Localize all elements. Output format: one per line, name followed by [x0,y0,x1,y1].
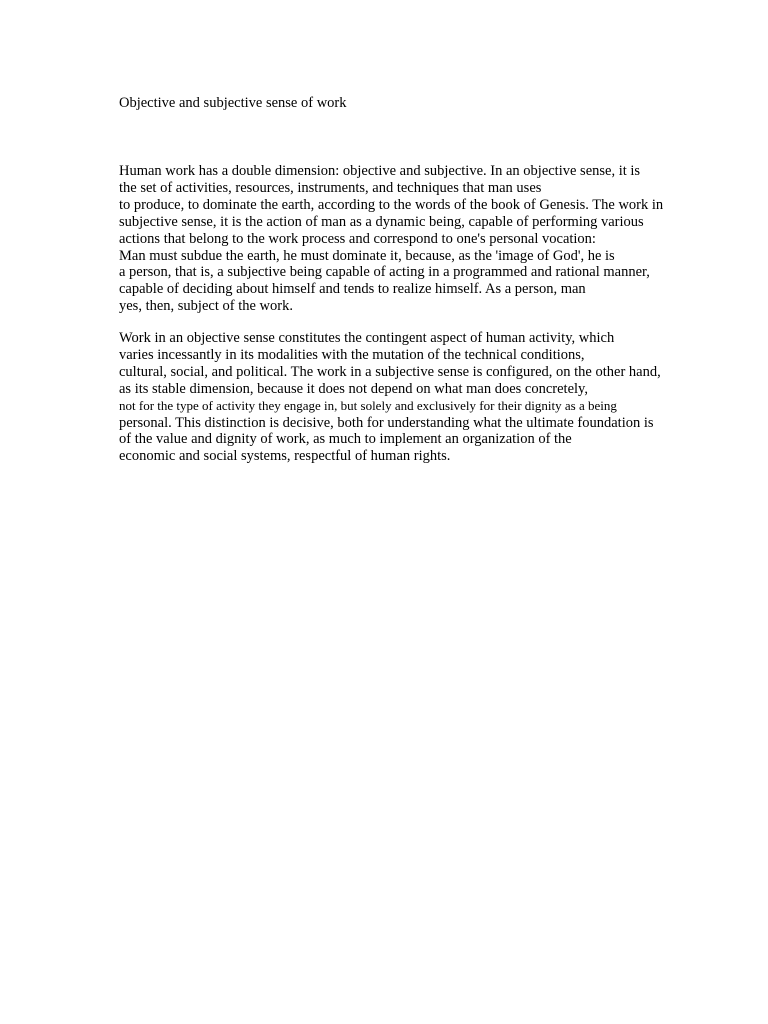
paragraph-line: the set of activities, resources, instruments, and techniques that man uses [119,179,542,196]
paragraph-line: yes, then, subject of the work. [119,298,293,315]
paragraph-line: capable of deciding about himself and tends to realize himself. As a person, man [119,281,586,298]
paragraph-line: not for the type of activity they engage in, but solely and exclusively for their dignity as a being [119,397,617,413]
paragraph-line: as its stable dimension, because it does not depend on what man does concretely, [119,380,588,397]
paragraph-1 [119,163,719,315]
paragraph-line: varies incessantly in its modalities with the mutation of the technical conditions, [119,346,585,363]
document-title: Objective and subjective sense of work [119,95,347,111]
paragraph-2 [119,330,719,465]
paragraph-line: cultural, social, and political. The work in a subjective sense is configured, on the other hand, [119,363,661,380]
paragraph-line: personal. This distinction is decisive, both for understanding what the ultimate foundation is [119,414,654,431]
paragraph-line: Human work has a double dimension: objective and subjective. In an objective sense, it is [119,163,641,179]
paragraph-line: subjective sense, it is the action of man as a dynamic being, capable of performing various [119,213,644,230]
paragraph-line: of the value and dignity of work, as much to implement an organization of the [119,431,572,448]
paragraph-line: to produce, to dominate the earth, according to the words of the book of Genesis. The work in [119,196,664,213]
paragraph-line: a person, that is, a subjective being capable of acting in a programmed and rational manner, [119,264,650,281]
paragraph-line: Work in an objective sense constitutes the contingent aspect of human activity, which [119,330,615,346]
paragraph-line: actions that belong to the work process and correspond to one's personal vocation: [119,230,596,247]
paragraph-line: Man must subdue the earth, he must dominate it, because, as the 'image of God', he is [119,247,615,264]
paragraph-line: economic and social systems, respectful of human rights. [119,448,451,465]
